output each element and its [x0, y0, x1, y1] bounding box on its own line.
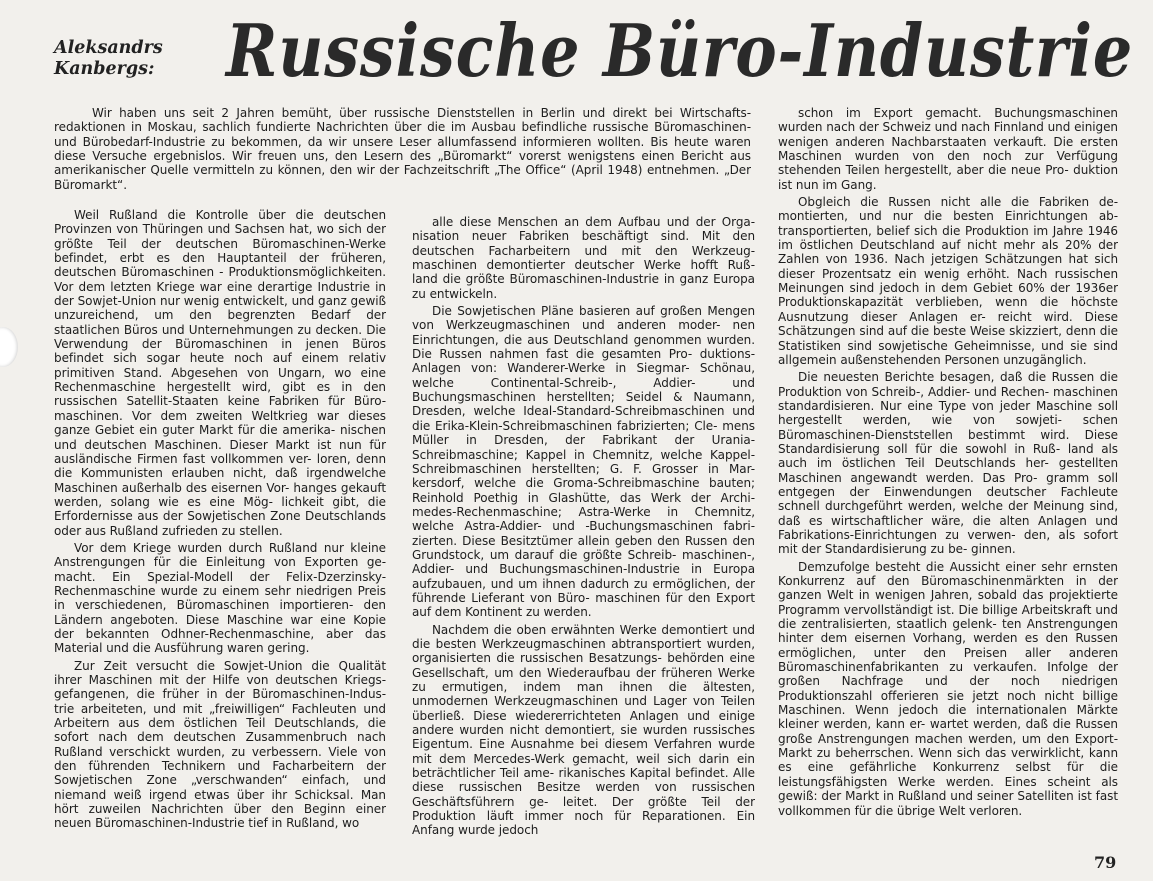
paragraph: schon im Export gemacht. Buchungsmaschinen wurden nach der Schweiz und nach Finnland und einigen wenigen anderen Nachbarstaaten verkauft. Die ersten Maschinen wurden von den noch zur Verfügung stehenden Teilen hergestellt, aber die neue Pro- duktion ist nun im Gang. — [778, 106, 1118, 192]
author-name: Aleksandrs Kanbergs: — [54, 38, 163, 79]
intro-paragraph: Wir haben uns seit 2 Jahren bemüht, über russische Dienststellen in Berlin und direkt bei Wirtschafts- redaktionen in Moskau, sachlich fundierte Nachrichten über die im Ausbau befindliche russische Büromaschinen- und Bürobedarf-Industrie zu bekommen, da wir unsere Leser allumfassend informieren wollten. Bis heute waren diese Versuche ergebnislos. Wir freuen uns, den Lesern des „Büromarkt“ vorerst wenigstens einen Bericht aus amerikanischer Quelle vermitteln zu können, den wir der Fachzeitschrift „The Office“ (April 1948) entnehmen. „Der Büromarkt“. — [54, 106, 751, 192]
column-3 — [778, 106, 1118, 851]
paragraph: Demzufolge besteht die Aussicht einer sehr ernsten Konkurrenz auf den Büromaschinenmärkten in der ganzen Welt in wenigen Jahren, sobald das projektierte Programm vervollständigt ist. Die billige Arbeitskraft und die zentralisierten, staatlich gelenk- ten Anstrengungen hinter dem eisernen Vorhang, werden es den Russen ermöglichen, unter den Preisen aller anderen Büromaschinenfabrikanten zu verkaufen. Infolge der großen Nachfrage und der noch niedrigen Produktionszahl offerieren sie jetzt noch nicht billige Maschinen. Wenn jedoch die internationalen Märkte kleiner werden, kann er- wartet werden, daß die Russen große Anstrengungen machen werden, um den Export-Markt zu beherrschen. Wenn sich das verwirklicht, kann es eine gefährliche Konkurrenz selbst für die leistungsfähigsten Werke werden. Eines scheint als gewiß: der Markt in Rußland und seiner Satelliten ist fast vollkommen für die übrige Welt verloren. — [778, 559, 1118, 818]
paragraph: Obgleich die Russen nicht alle die Fabriken de- montierten, und nur die besten Einrichtungen ab- transportierten, belief sich die Produktion im Jahre 1946 im östlichen Deutschland auf nicht mehr als 20% der Zahlen von 1936. Nach jetzigen Schätzungen hat sich dieser Prozentsatz ein wenig erhöht. Nach russischen Meinungen sind jedoch in dem Gebiet 60% der 1936er Produktionskapazität verblieben, wenn die höchste Ausnutzung dieser Anlagen er- reicht wird. Diese Schätzungen sind auf die beste Weise skizziert, denn die Statistiken sind sowjetische Geheimnisse, und sie sind allgemein außenstehenden Personen unzugänglich. — [778, 195, 1118, 367]
paragraph: Vor dem Kriege wurden durch Rußland nur kleine Anstrengungen für die Einleitung von Exporten ge- macht. Ein Spezial-Modell der Felix-Dzerzinsky- Rechenmaschine wurde zu einem sehr niedrigen Preis in verschiedenen, Büromaschinen importieren- den Ländern angeboten. Diese Maschine war eine Kopie der bekannten Odhner-Rechenmaschine, aber das Material und die Ausführung waren gering. — [54, 540, 386, 656]
page-number: 79 — [1094, 853, 1117, 872]
column-2 — [412, 215, 755, 850]
column-1 — [54, 208, 386, 848]
editorial-intro — [54, 106, 751, 206]
paragraph: Nachdem die oben erwähnten Werke demontiert und die besten Werkzeugmaschinen abtransportiert wurden, organisierten die russischen Besatzungs- behörden eine Gesellschaft, um den Wiederaufbau der früheren Werke zu ermutigen, indem man ihnen die ältesten, unmodernen Werkzeugmaschinen und Lager von Teilen überließ. Diese wiedererrichteten Anlagen und einige andere wurden nicht demontiert, sie wurden russisches Eigentum. Eine Ausnahme bei diesem Verfahren wurde mit dem Mercedes-Werk gemacht, weil sich darin ein beträchtlicher Teil ame- rikanisches Kapital befindet. Alle diese russischen Besitze werden von russischen Geschäftsführern ge- leitet. Der größte Teil der Produktion läuft immer noch für Reparationen. Ein Anfang wurde jedoch — [412, 622, 755, 838]
paragraph: Die Sowjetischen Pläne basieren auf großen Mengen von Werkzeugmaschinen und anderen moder- nen Einrichtungen, die aus Deutschland genommen wurden. Die Russen nahmen fast die gesamten Pro- duktions-Anlagen von: Wanderer-Werke in Siegmar- Schönau, welche Continental-Schreib-, Addier- und Buchungsmaschinen herstellten; Seidel & Naumann, Dresden, welche Ideal-Standard-Schreibmaschinen und die Erika-Klein-Schreibmaschinen fabrizierten; Cle- mens Müller in Dresden, der Fabrikant der Urania- Schreibmaschine; Kappel in Chemnitz, welche Kappel- Schreibmaschinen herstellten; G. F. Grosser in Mar- kersdorf, welche die Groma-Schreibmaschine bauten; Reinhold Poethig in Glashütte, das Werk der Archi- medes-Rechenmaschine; Astra-Werke in Chemnitz, welche Astra-Addier- und -Buchungsmaschinen fabri- zierten. Diese Besitztümer allein geben den Russen den Grundstock, um darauf die größte Schreib- maschinen-, Addier- und Buchungsmaschinen-Industrie in Europa aufzubauen, und um ihnen dadurch zu ermöglichen, der führende Lieferant von Büro- maschinen für den Export auf dem Kontinent zu werden. — [412, 304, 755, 620]
punch-hole — [0, 327, 18, 367]
article-headline: Russische Büro-Industrie — [226, 8, 1134, 93]
paragraph: alle diese Menschen an dem Aufbau und der Orga- nisation neuer Fabriken beschäftigt sind. Mit den deutschen Facharbeitern und mit den Werkzeug- maschinen demontierter deutscher Werke hofft Ruß- land die größte Büromaschinen-Industrie in ganz Europa zu entwickeln. — [412, 215, 755, 301]
paragraph: Weil Rußland die Kontrolle über die deutschen Provinzen von Thüringen und Sachsen hat, wo sich der größte Teil der deutschen Büromaschinen-Werke befindet, erbt es den Hauptanteil der früheren, deutschen Büromaschinen - Produktionsmöglichkeiten. Vor dem letzten Kriege war eine derartige Industrie in der Sowjet-Union nur wenig entwickelt, und ganz gewiß unzureichend, um den begrenzten Bedarf der staatlichen Büros und Unternehmungen zu decken. Die Verwendung der Büromaschinen in jenen Büros befindet sich sogar heute noch auf einem relativ primitiven Stand. Abgesehen von Ungarn, wo eine Rechenmaschine hergestellt wird, gibt es in den russischen Satellit-Staaten keine Fabriken für Büro- maschinen. Vor dem zweiten Weltkrieg war dieses ganze Gebiet ein guter Markt für die amerika- nischen und deutschen Maschinen. Dieser Markt ist nun für ausländische Firmen fast vollkommen ver- loren, denn die Kommunisten erlauben nicht, daß irgendwelche Maschinen außerhalb des eisernen Vor- hanges gekauft werden, solang wie es eine Mög- lichkeit gibt, die Erfordernisse aus der Sowjetischen Zone Deutschlands oder aus Rußland zufrieden zu stellen. — [54, 208, 386, 538]
paragraph: Die neuesten Berichte besagen, daß die Russen die Produktion von Schreib-, Addier- und Rechen- maschinen standardisieren. Nur eine Type von jeder Maschine soll hergestellt werden, wie von sowjeti- schen Büromaschinen-Dienststellen bestimmt wird. Diese Standardisierung soll für die sowohl in Ruß- land als auch im östlichen Teil Deutschlands her- gestellten Maschinen angewandt werden. Das Pro- gramm soll entgegen der Einwendungen deutscher Fachleute schnell durchgeführt werden, welche der Meinung sind, daß es wirtschaftlicher wäre, die alten Anlagen und Fabrikations-Einrichtungen zu verwen- den, als sofort mit der Standardisierung zu be- ginnen. — [778, 370, 1118, 557]
paragraph: Zur Zeit versucht die Sowjet-Union die Qualität ihrer Maschinen mit der Hilfe von deutschen Kriegs- gefangenen, die früher in der Büromaschinen-Indus- trie arbeiteten, und mit „freiwilligen“ Fachleuten und Arbeitern aus dem östlichen Teil Deutschlands, die sofort nach dem deutschen Zusammenbruch nach Rußland verschickt wurden, zu verbessern. Viele von den führenden Technikern und Facharbeitern der Sowjetischen Zone „verschwanden“ einfach, und niemand weiß irgend etwas über ihr Schicksal. Man hört zuweilen Nachrichten über den Beginn einer neuen Büromaschinen-Industrie tief in Rußland, wo — [54, 658, 386, 831]
